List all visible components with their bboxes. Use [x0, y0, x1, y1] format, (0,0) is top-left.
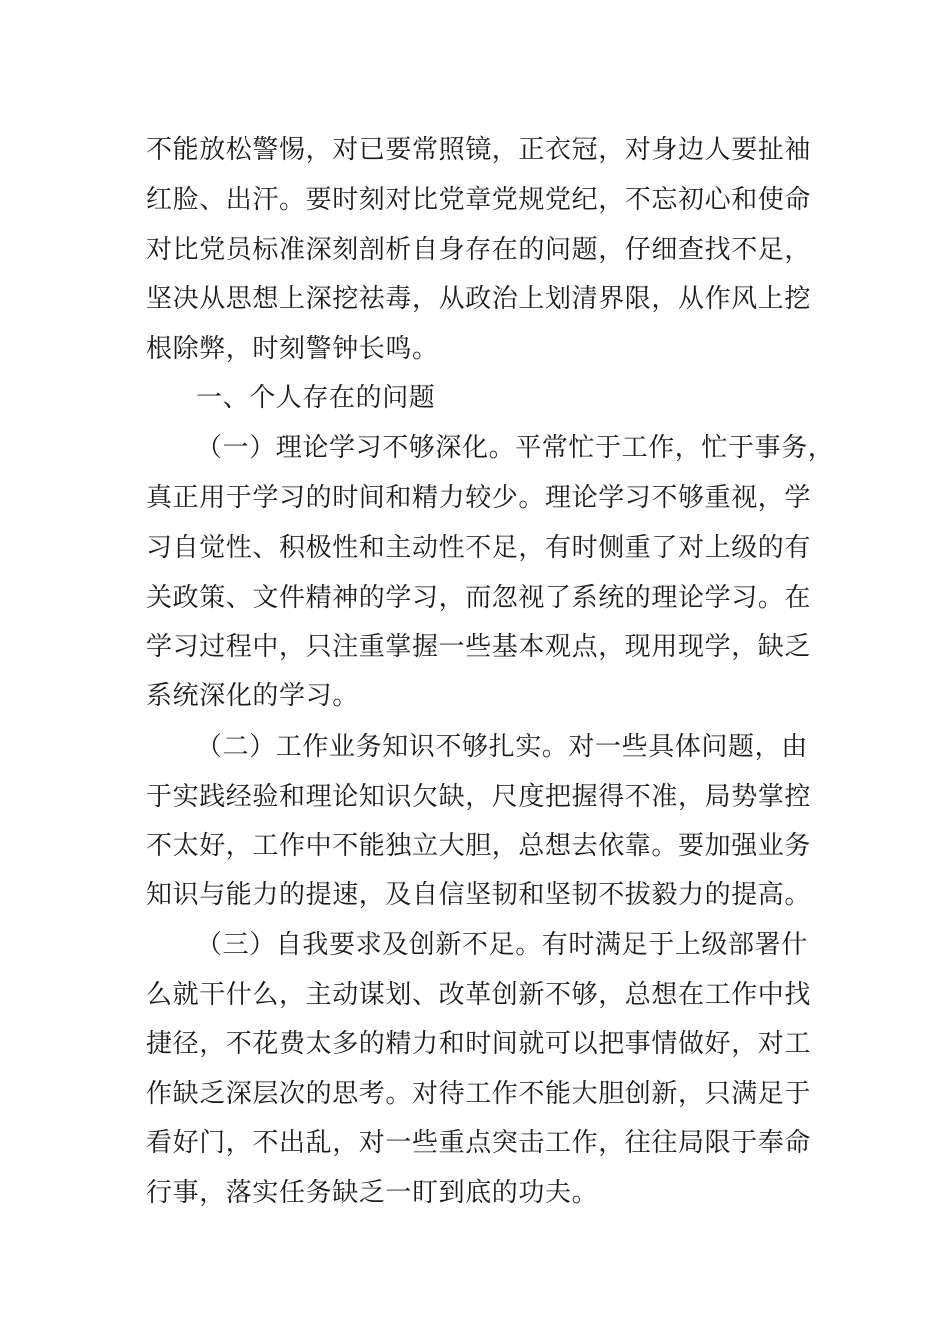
subsection-heading-line: （三）自我要求及创新不足。有时满足于上级部署什: [196, 930, 808, 960]
paragraph-line: 习自觉性、积极性和主动性不足，有时侧重了对上级的有: [146, 533, 812, 563]
paragraph-line: 坚决从思想上深挖祛毒，从政治上划清界限，从作风上挖: [146, 284, 812, 314]
paragraph-line: 红脸、出汗。要时刻对比党章党规党纪，不忘初心和使命: [146, 185, 812, 215]
paragraph-line: 作缺乏深层次的思考。对待工作不能大胆创新，只满足于: [146, 1079, 812, 1109]
paragraph-line: 根除弊，时刻警钟长鸣。: [146, 334, 439, 364]
paragraph-line: 不太好，工作中不能独立大胆，总想去依靠。要加强业务: [146, 831, 812, 861]
paragraph-line: 行事，落实任务缺乏一盯到底的功夫。: [146, 1178, 599, 1208]
subsection-heading-line: （一）理论学习不够深化。平常忙于工作，忙于事务，: [196, 433, 835, 463]
section-heading: 一、个人存在的问题: [196, 383, 436, 413]
paragraph-line: 知识与能力的提速，及自信坚韧和坚韧不拔毅力的提高。: [146, 880, 812, 910]
paragraph-line: 看好门，不出乱，对一些重点突击工作，往往局限于奉命: [146, 1128, 812, 1158]
paragraph-line: 不能放松警惕，对已要常照镜，正衣冠，对身边人要扯袖: [146, 135, 812, 165]
paragraph-line: 真正用于学习的时间和精力较少。理论学习不够重视，学: [146, 483, 812, 513]
paragraph-line: 系统深化的学习。: [146, 681, 359, 711]
paragraph-line: 于实践经验和理论知识欠缺，尺度把握得不准，局势掌控: [146, 782, 812, 812]
paragraph-line: 关政策、文件精神的学习，而忽视了系统的理论学习。在: [146, 583, 812, 613]
paragraph-line: 对比党员标准深刻剖析自身存在的问题，仔细查找不足，: [146, 235, 812, 265]
paragraph-line: 么就干什么，主动谋划、改革创新不够，总想在工作中找: [146, 980, 812, 1010]
paragraph-line: 学习过程中，只注重掌握一些基本观点，现用现学，缺乏: [146, 632, 812, 662]
paragraph-line: 捷径，不花费太多的精力和时间就可以把事情做好，对工: [146, 1029, 812, 1059]
subsection-heading-line: （二）工作业务知识不够扎实。对一些具体问题，由: [196, 732, 808, 762]
